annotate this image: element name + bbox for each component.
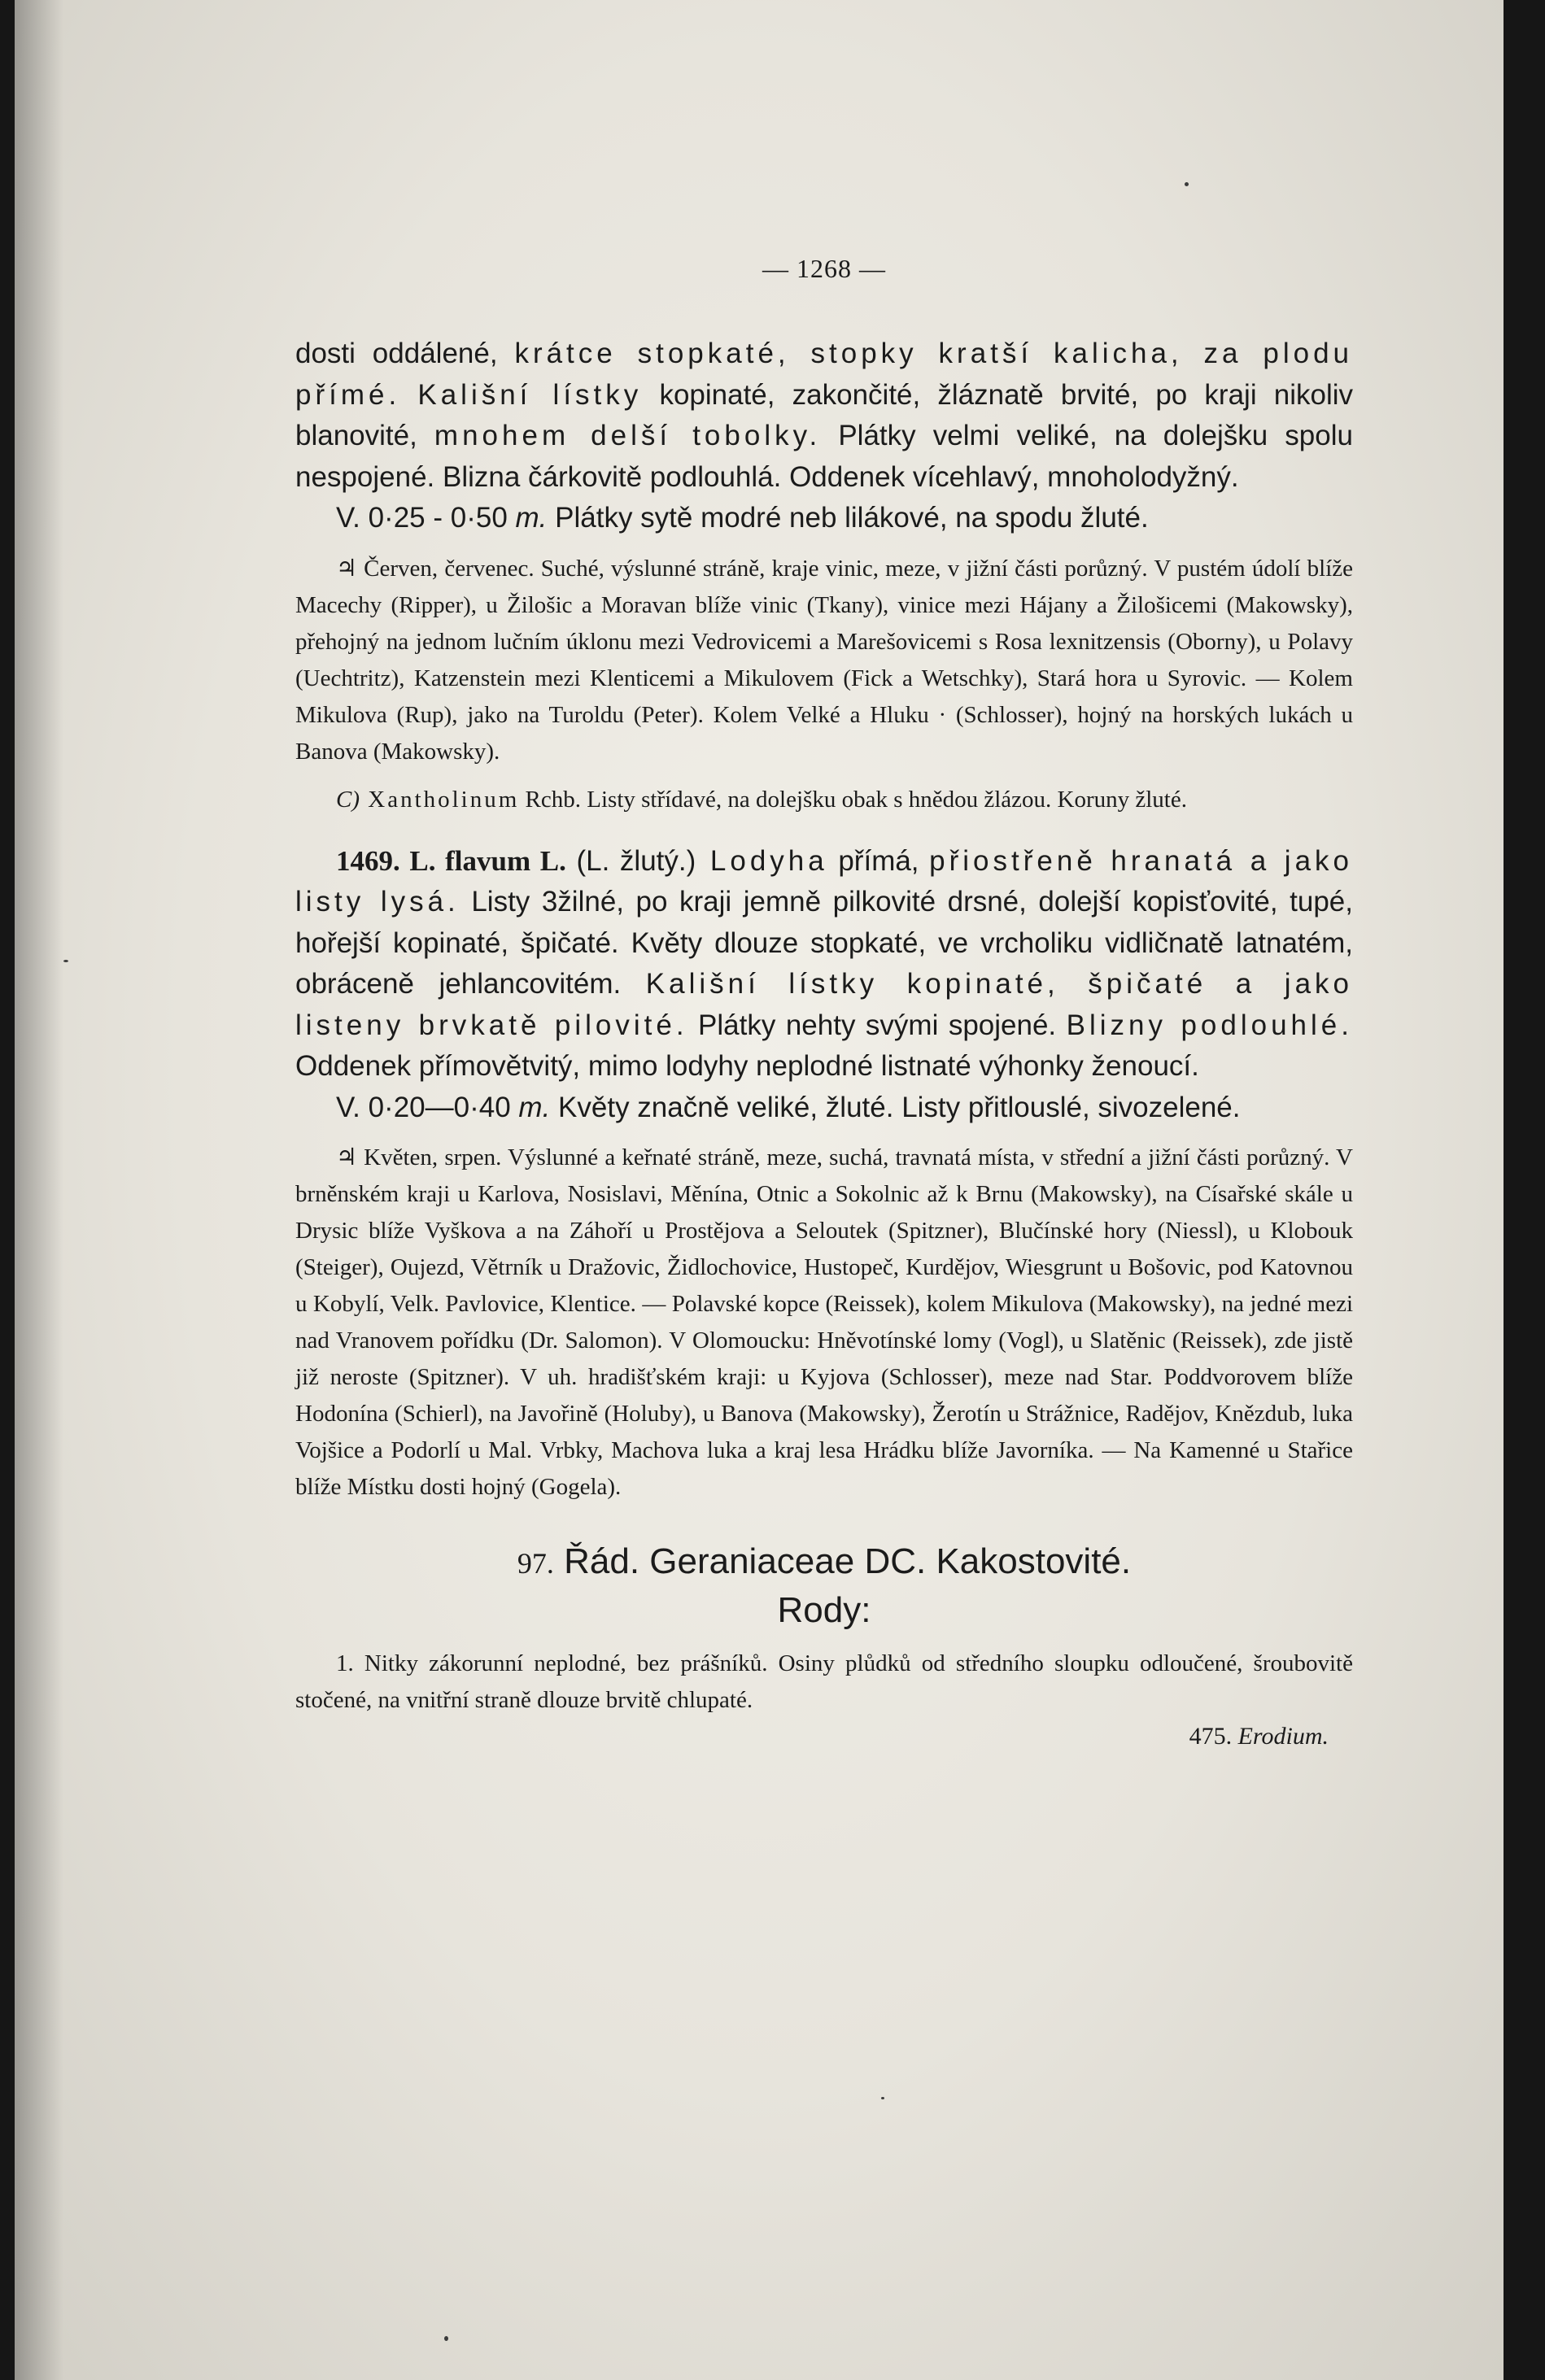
species-paragraph bbox=[295, 841, 1353, 1088]
scan-speck bbox=[444, 2336, 448, 2341]
spacer bbox=[295, 1506, 1353, 1538]
key-reference bbox=[295, 1719, 1353, 1754]
species-text: Listy 3žilné, po kraji jemně pilkovité drsné, dolejší kopisťovité, tupé, hořejší kopinaté, špičaté. Květy dlouze stopkaté, ve vrcholiku vidličnatě latnatém, obráceně jehlancovitém. bbox=[295, 886, 1353, 1000]
species-spaced-text: přiostřeně hranatá a jako listy lysá. bbox=[295, 844, 1354, 918]
section-c-paragraph bbox=[295, 782, 1353, 818]
main-text bbox=[295, 333, 1353, 1754]
size-prefix: V. 0·20—0·40 bbox=[336, 1091, 519, 1123]
species-text: Oddenek přímovětvitý, mimo lodyhy neplodné listnaté výhonky ženoucí. bbox=[295, 1050, 1199, 1082]
section-c-author: Rchb. bbox=[519, 786, 582, 813]
habitat-paragraph-1: ♃ Červen, červenec. Suché, výslunné stráně, kraje vinic, meze, v jižní části porůzný. V pustém údolí blíže Macechy (Ripper), u Žilošic a Moravan blíže vinic (Tkany), vinice mezi Hájany a Žilošicemi (Makowsky), přehojný na jednom lučním úklonu mezi Vedrovicemi a Marešovicemi s Rosa lexnitzensis (Oborny), u Polavy (Uechtritz), Katzenstein mezi Klenticemi a Mikulovem (Fick a Wetschky), Stará hora u Syrovic. — Kolem Mikulova (Rup), jako na Turoldu (Peter). Kolem Velké a Hluku · (Schlosser), hojný na horských lukách u Banova (Makowsky). bbox=[295, 555, 1353, 765]
species-name: L. flavum L. bbox=[399, 844, 566, 877]
size-rest: Plátky sytě modré neb lilákové, na spodu žluté. bbox=[547, 502, 1149, 534]
size-line bbox=[295, 498, 1353, 539]
order-title: Řád. Geraniaceae DC. Kakostovité. bbox=[553, 1541, 1132, 1581]
spacer bbox=[295, 770, 1353, 782]
section-c-name: Xantholinum bbox=[360, 786, 520, 813]
size-rest: Květy značně veliké, žluté. Listy přitlouslé, sivozelené. bbox=[550, 1091, 1241, 1123]
section-c-text: Listy střídavé, na dolejšku obak s hnědou žlázou. Koruny žluté. bbox=[581, 786, 1187, 813]
key-ref-number: 475. bbox=[1189, 1723, 1233, 1750]
species-number: 1469. bbox=[336, 844, 400, 877]
page-number: — 1268 — bbox=[762, 254, 886, 283]
intro-text: dosti oddálené, bbox=[295, 338, 515, 369]
scanned-page bbox=[15, 0, 1504, 2380]
spacer bbox=[295, 1634, 1353, 1646]
key-entry: 1. Nitky zákorunní neplodné, bez prášníků. Osiny plůdků od středního sloupku odloučené, šroubovitě stočené, na vnitřní straně dlouze brvitě chlupaté. bbox=[295, 1650, 1353, 1713]
genera-heading: Rody: bbox=[777, 1590, 871, 1630]
species-spaced-text: Kališní lístky kopinaté, špičaté a jako listeny brvkatě pilovité. bbox=[295, 968, 1353, 1041]
spacer bbox=[295, 1128, 1353, 1140]
size-unit: m. bbox=[518, 1091, 551, 1123]
species-spaced-text: Blizny podlouhlé. bbox=[1066, 1009, 1353, 1041]
scan-speck bbox=[881, 2097, 884, 2099]
spacer bbox=[295, 818, 1353, 841]
section-c-label: C) bbox=[336, 786, 360, 813]
intro-text: Plátky velmi veliké, na dolejšku spolu nespojené. Blizna čárkovitě podlouhlá. Oddenek vícehlavý, mnoholodyžný. bbox=[295, 420, 1353, 493]
species-spaced-text: Lodyha bbox=[696, 844, 828, 877]
intro-paragraph bbox=[295, 333, 1353, 498]
intro-text: kopinaté, zakončité, žláznatě brvité, po kraji nikoliv blanovité, bbox=[295, 378, 1353, 451]
species-text: Plátky nehty svými spojené. bbox=[687, 1009, 1067, 1041]
habitat-paragraph-2: ♃ Květen, srpen. Výslunné a keřnaté stráně, meze, suchá, travnatá místa, v střední a jižní části porůzný. V brněnském kraji u Karlova, Nosislavi, Měnína, Otnic a Sokolnic až k Brnu (Makowsky), na Císařské skále u Drysic blíže Vyškova a na Záhoří u Prostějova a Seloutek (Spitzner), Blučínské hory (Niessl), u Klobouk (Steiger), Oujezd, Větrník u Dražovic, Židlochovice, Hustopeč, Kurdějov, Wiesgrunt u Bošovic, pod Katovnou u Kobylí, Velk. Pavlovice, Klentice. — Polavské kopce (Reissek), kolem Mikulova (Makowsky), na jedné mezi nad Vranovem pořídku (Dr. Salomon). V Olomoucku: Hněvotínské lomy (Vogl), u Slatěnic (Reissek), zde jistě již neroste (Spitzner). V uh. hradišťském kraji: u Kyjova (Schlosser), meze nad Star. Poddvorovem blíže Hodonína (Schierl), na Javořině (Holuby), u Banova (Makowsky), Žerotín u Strážnice, Radějov, Knězdub, luka Vojšice a Podorlí u Mal. Vrbky, Machova luka a kraj lesa Hrádku blíže Javorníka. — Na Kamenné u Stařice blíže Místku dosti hojný (Gogela). bbox=[295, 1144, 1353, 1500]
species-text: přímá, bbox=[827, 844, 930, 877]
page-edge-shadow bbox=[15, 0, 63, 2380]
size-line-2 bbox=[295, 1088, 1353, 1129]
scan-speck bbox=[63, 960, 68, 962]
intro-spaced-text: mnohem delší tobolky. bbox=[434, 420, 822, 451]
intro-spaced-text: Kališní lístky bbox=[417, 378, 643, 411]
key-ref-genus: Erodium. bbox=[1232, 1723, 1329, 1750]
size-prefix: V. 0·25 - 0·50 bbox=[336, 502, 516, 534]
intro-space bbox=[400, 379, 417, 411]
species-common-name: (L. žlutý.) bbox=[565, 844, 696, 877]
order-number: 97. bbox=[517, 1547, 554, 1580]
size-unit: m. bbox=[515, 502, 548, 534]
scan-speck bbox=[1185, 182, 1189, 186]
spacer bbox=[295, 539, 1353, 551]
intro-spaced-text: krátce stopkaté, stopky kratší kalicha, za plodu přímé. bbox=[295, 338, 1354, 411]
order-heading bbox=[295, 1538, 1353, 1587]
